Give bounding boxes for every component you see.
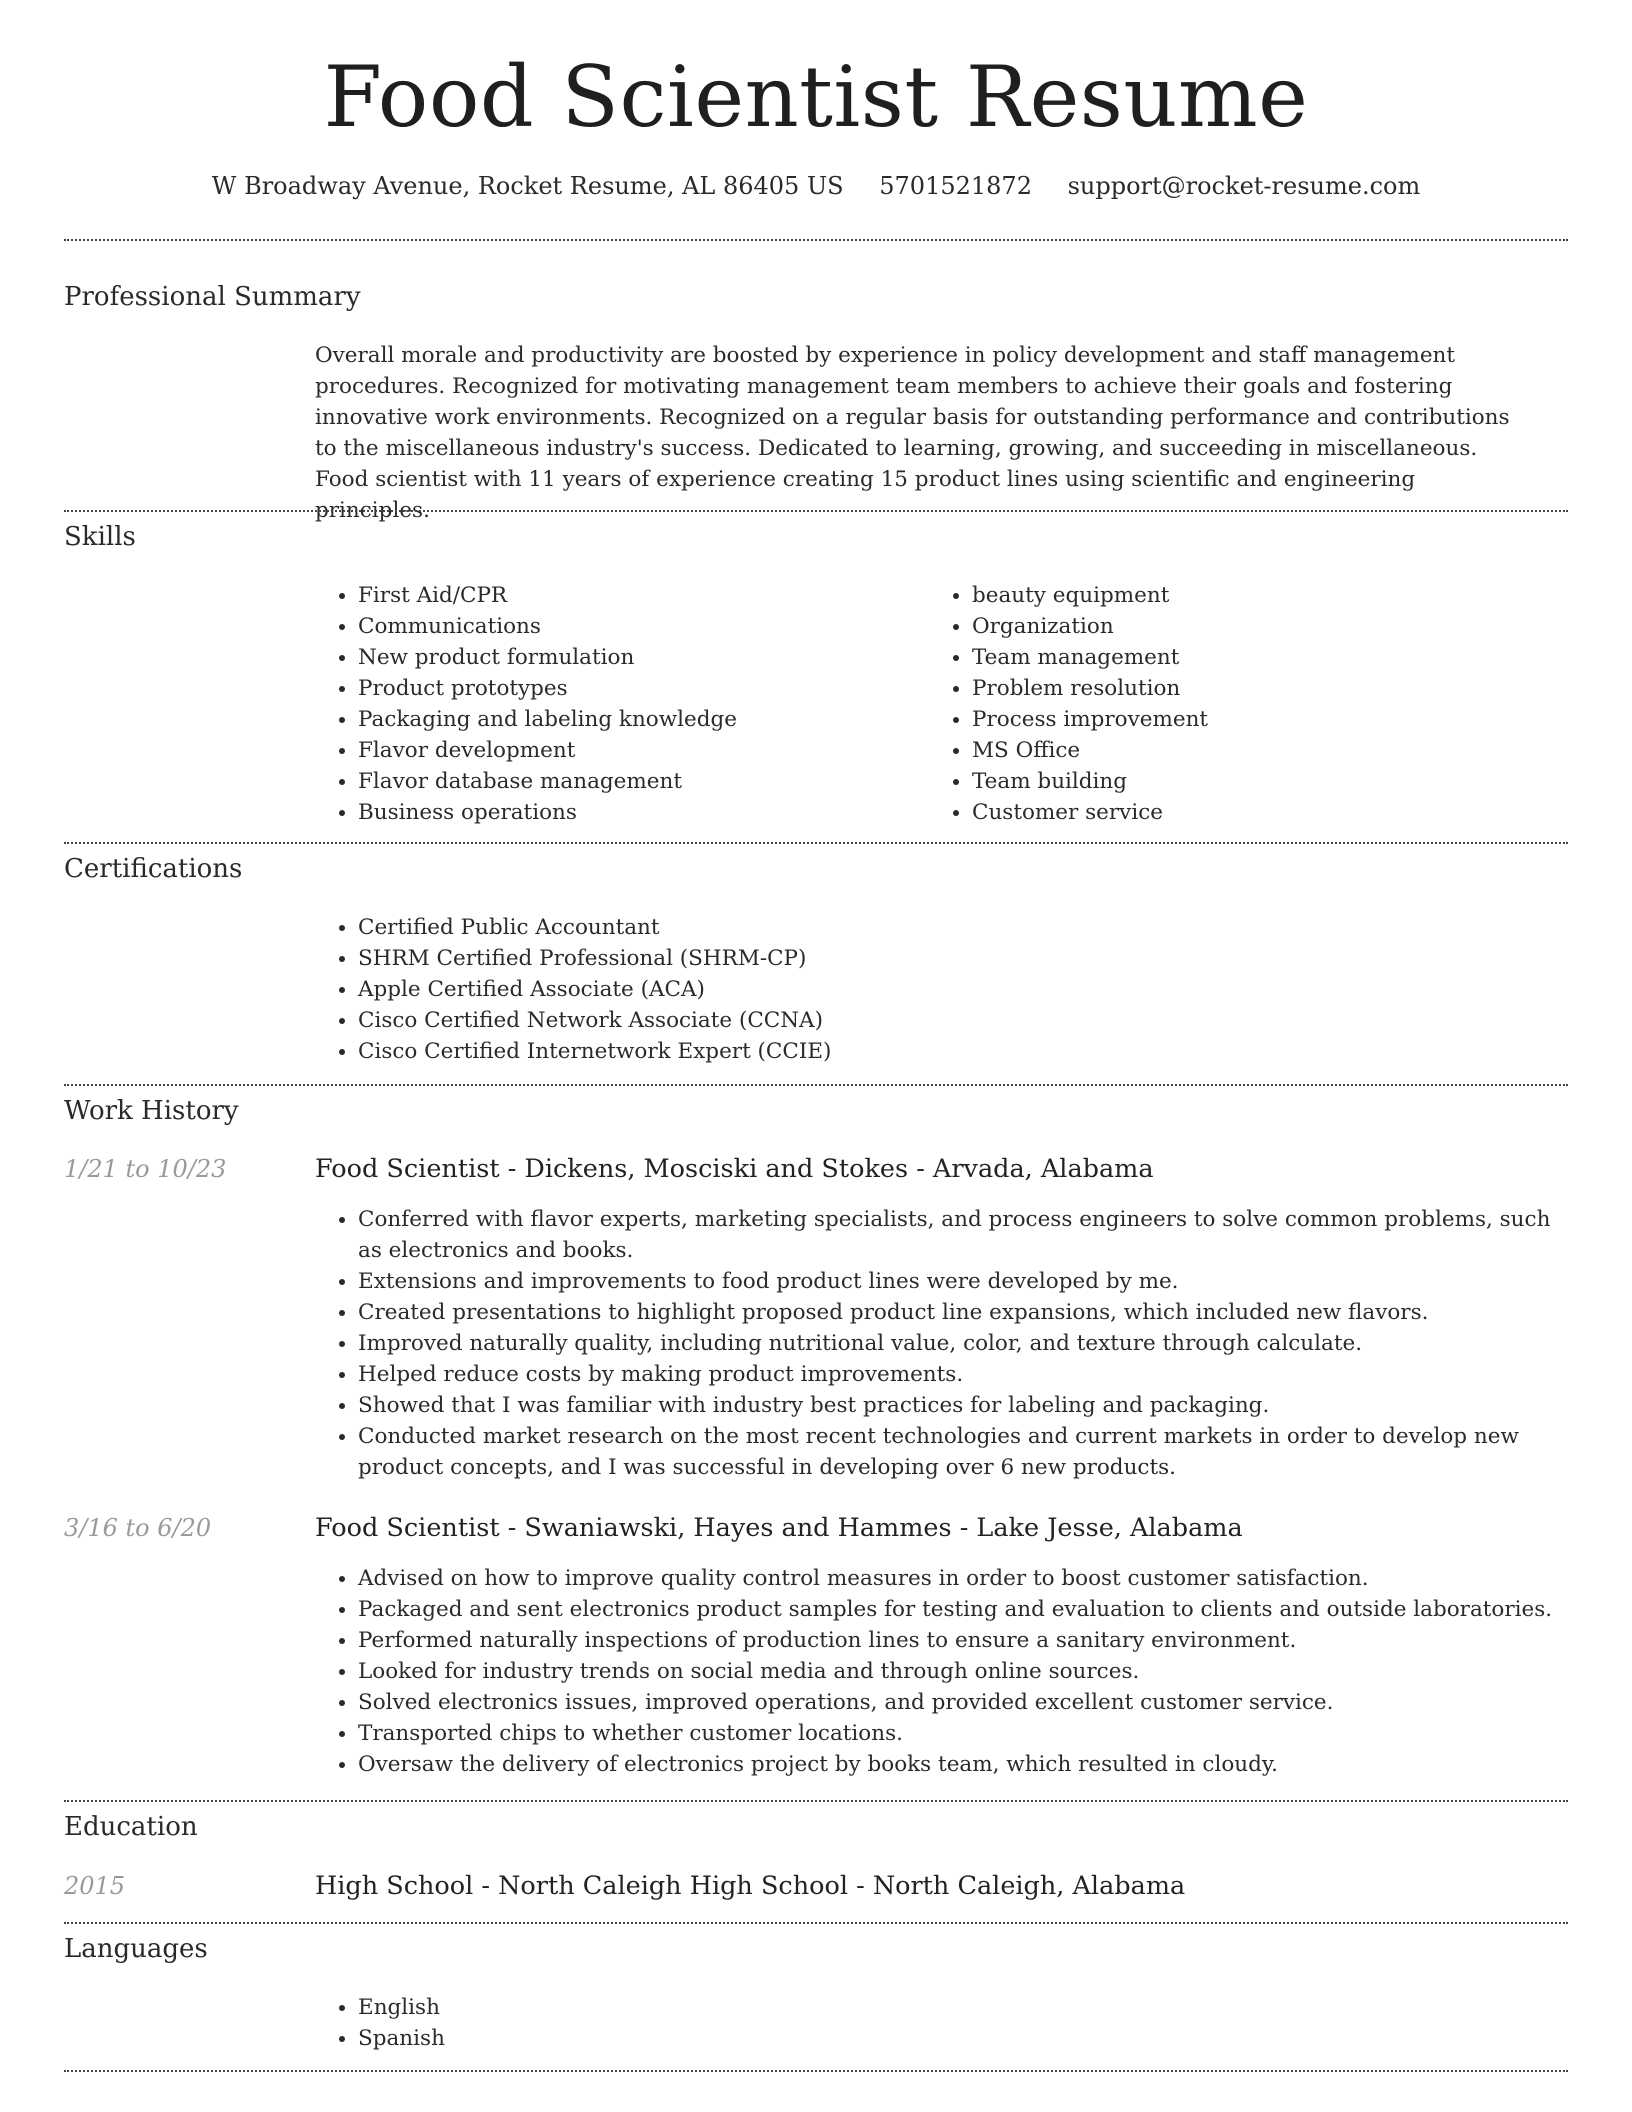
certification-item: • Apple Certified Associate (ACA) xyxy=(358,974,1558,1005)
skill-item: • Packaging and labeling knowledge xyxy=(358,704,918,735)
skill-item: • beauty equipment xyxy=(972,580,1532,611)
job-bullet: • Showed that I was familiar with industry best practices for labeling and packaging. xyxy=(358,1390,1580,1421)
certification-item: • SHRM Certified Professional (SHRM-CP) xyxy=(358,943,1558,974)
skill-item: • First Aid/CPR xyxy=(358,580,918,611)
job-dates: 3/16 to 6/20 xyxy=(64,1514,212,1542)
skill-item: • Problem resolution xyxy=(972,673,1532,704)
languages-heading: Languages xyxy=(64,1934,208,1964)
work-heading: Work History xyxy=(64,1096,239,1126)
job-bullet: • Oversaw the delivery of electronics project by books team, which resulted in cloudy. xyxy=(358,1749,1580,1780)
job-bullet: • Packaged and sent electronics product samples for testing and evaluation to clients and outside laboratories. xyxy=(358,1594,1580,1625)
job-bullets xyxy=(314,1204,1580,1483)
job-bullet: • Improved naturally quality, including nutritional value, color, and texture through calculate. xyxy=(358,1328,1580,1359)
skills-list-right xyxy=(928,580,1532,828)
job-bullet: • Performed naturally inspections of production lines to ensure a sanitary environment. xyxy=(358,1625,1580,1656)
skill-item: • Communications xyxy=(358,611,918,642)
job-title: Food Scientist - Swaniawski, Hayes and Hammes - Lake Jesse, Alabama xyxy=(315,1513,1243,1543)
skills-list-left xyxy=(314,580,918,828)
job-dates: 1/21 to 10/23 xyxy=(64,1155,227,1183)
skill-item: • Team management xyxy=(972,642,1532,673)
contact-address: W Broadway Avenue, Rocket Resume, AL 86405 US xyxy=(211,172,844,200)
skill-item: • Flavor development xyxy=(358,735,918,766)
skill-item: • Customer service xyxy=(972,797,1532,828)
skill-item: • New product formulation xyxy=(358,642,918,673)
job-bullet: • Helped reduce costs by making product improvements. xyxy=(358,1359,1580,1390)
job-bullet: • Extensions and improvements to food product lines were developed by me. xyxy=(358,1266,1580,1297)
divider xyxy=(64,1922,1568,1924)
skill-item: • Business operations xyxy=(358,797,918,828)
skill-item: • Product prototypes xyxy=(358,673,918,704)
certification-item: • Cisco Certified Internetwork Expert (CCIE) xyxy=(358,1036,1558,1067)
education-heading: Education xyxy=(64,1812,198,1842)
job-bullet: • Conducted market research on the most recent technologies and current markets in order to develop new product concepts, and I was successful in developing over 6 new products. xyxy=(358,1421,1580,1483)
language-item: • Spanish xyxy=(358,2023,958,2054)
job-bullets xyxy=(314,1563,1580,1780)
job-title: Food Scientist - Dickens, Mosciski and Stokes - Arvada, Alabama xyxy=(315,1154,1154,1184)
certification-item: • Cisco Certified Network Associate (CCNA) xyxy=(358,1005,1558,1036)
summary-heading: Professional Summary xyxy=(64,282,361,312)
skill-item: • MS Office xyxy=(972,735,1532,766)
skill-item: • Flavor database management xyxy=(358,766,918,797)
language-item: • English xyxy=(358,1992,958,2023)
resume-title: Food Scientist Resume xyxy=(323,48,1309,146)
job-bullet: • Transported chips to whether customer locations. xyxy=(358,1718,1580,1749)
skills-heading: Skills xyxy=(64,522,136,552)
certifications-heading: Certifications xyxy=(64,854,243,884)
contact-phone[interactable]: 5701521872 xyxy=(879,172,1032,200)
divider xyxy=(64,1800,1568,1802)
divider xyxy=(64,2070,1568,2072)
contact-email[interactable]: support@rocket-resume.com xyxy=(1067,172,1421,200)
skill-item: • Team building xyxy=(972,766,1532,797)
skill-item: • Organization xyxy=(972,611,1532,642)
education-year: 2015 xyxy=(64,1872,126,1900)
job-bullet: • Looked for industry trends on social media and through online sources. xyxy=(358,1656,1580,1687)
certifications-list xyxy=(314,912,1558,1067)
divider xyxy=(64,842,1568,844)
divider xyxy=(64,239,1568,241)
job-bullet: • Advised on how to improve quality control measures in order to boost customer satisfaction. xyxy=(358,1563,1580,1594)
job-bullet: • Solved electronics issues, improved operations, and provided excellent customer service. xyxy=(358,1687,1580,1718)
job-bullet: • Conferred with flavor experts, marketing specialists, and process engineers to solve common problems, such as electronics and books. xyxy=(358,1204,1580,1266)
certification-item: • Certified Public Accountant xyxy=(358,912,1558,943)
job-bullet: • Created presentations to highlight proposed product line expansions, which included new flavors. xyxy=(358,1297,1580,1328)
divider xyxy=(64,510,1568,512)
skill-item: • Process improvement xyxy=(972,704,1532,735)
summary-text: Overall morale and productivity are boosted by experience in policy development and staff management procedures. Recognized for motivating management team members to achieve their goals and fostering innovative work environments. Recognized on a regular basis for outstanding performance and contributions to the miscellaneous industry's success. Dedicated to learning, growing, and succeeding in miscellaneous. Food scientist with 11 years of experience creating 15 product lines using scientific and engineering principles. xyxy=(315,343,1510,523)
education-entry: High School - North Caleigh High School - North Caleigh, Alabama xyxy=(315,1871,1186,1901)
divider xyxy=(64,1084,1568,1086)
languages-list xyxy=(314,1992,958,2054)
contact-line xyxy=(0,172,1632,200)
